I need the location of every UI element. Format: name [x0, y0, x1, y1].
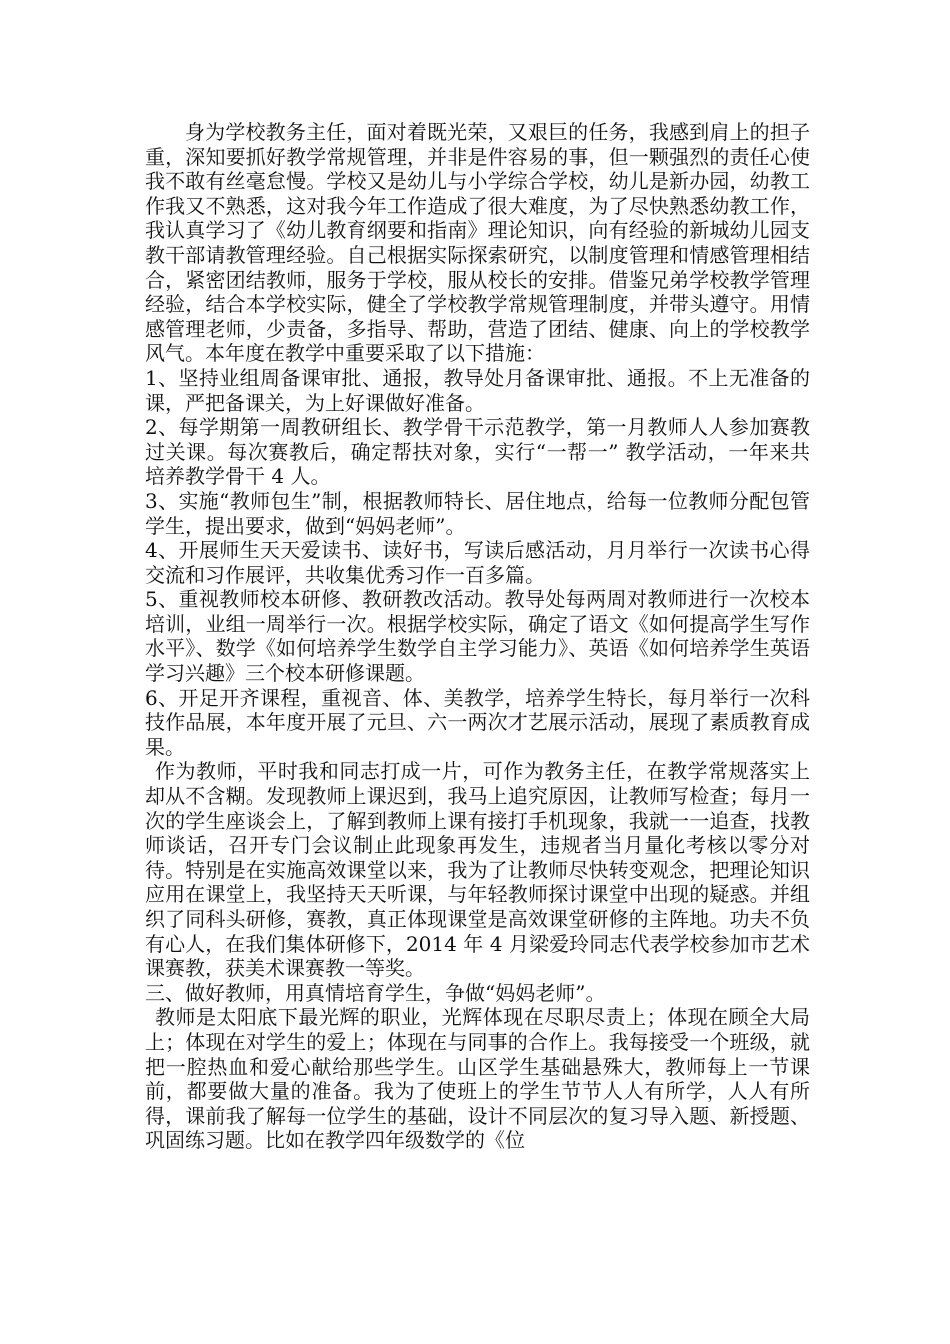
teacher-love-paragraph: 教师是太阳底下最光辉的职业，光辉体现在尽职尽责上；体现在顾全大局上；体现在对学生的爱上；体现在与同事的合作上。我每接受一个班级，就把一腔热血和爱心献给那些学生。山区学生基础悬殊大，教师每上一节课前，都要做大量的准备。我为了使班上的学生节节人人有所学，人人有所得，课前我了解每一位学生的基础，设计不同层次的复习导入题、新授题、巩固练习题。比如在教学四年级数学的《位 [145, 1005, 810, 1153]
measure-item-5: 5、重视教师校本研修、教研教改活动。教导处每两周对教师进行一次校本培训，业组一周举行一次。根据学校实际，确定了语文《如何提高学生写作水平》、数学《如何培养学生数学自主学习能力》、英语《如何培养学生英语学习兴趣》三个校本研修课题。 [145, 587, 810, 686]
measure-item-2: 2、每学期第一周教研组长、教学骨干示范教学，第一月教师人人参加赛教过关课。每次赛教后，确定帮扶对象，实行“一帮一” 教学活动，一年来共培养教学骨干 4 人。 [145, 415, 810, 489]
measure-item-3: 3、实施“教师包生”制，根据教师特长、居住地点，给每一位教师分配包管学生，提出要求，做到“妈妈老师”。 [145, 488, 810, 538]
teacher-role-paragraph: 作为教师，平时我和同志打成一片，可作为教务主任，在教学常规落实上却从不含糊。发现教师上课迟到，我马上追究原因，让教师写检查；每月一次的学生座谈会上，了解到教师上课有接打手机现象，我就一一追查，找教师谈话，召开专门会议制止此现象再发生，违规者当月量化考核以零分对待。特别是在实施高效课堂以来，我为了让教师尽快转变观念，把理论知识应用在课堂上，我坚持天天听课，与年轻教师探讨课堂中出现的疑惑。并组织了同科头研修，赛教，真正体现课堂是高效课堂研修的主阵地。功夫不负有心人，在我们集体研修下，2014 年 4 月梁爱玲同志代表学校参加市艺术课赛教，获美术课赛教一等奖。 [145, 759, 810, 981]
measure-item-6: 6、开足开齐课程，重视音、体、美教学，培养学生特长，每月举行一次科技作品展，本年度开展了元旦、六一两次才艺展示活动，展现了素质教育成果。 [145, 685, 810, 759]
measure-item-4: 4、开展师生天天爱读书、读好书，写读后感活动，月月举行一次读书心得交流和习作展评，共收集优秀习作一百多篇。 [145, 538, 810, 587]
intro-paragraph: 身为学校教务主任，面对着既光荣，又艰巨的任务，我感到肩上的担子重，深知要抓好教学常规管理，并非是件容易的事，但一颗强烈的责任心使我不敢有丝毫怠慢。学校又是幼儿与小学综合学校，幼儿是新办园，幼教工作我又不熟悉，这对我今年工作造成了很大难度，为了尽快熟悉幼教工作，我认真学习了《幼儿教育纲要和指南》理论知识，向有经验的新城幼儿园支教干部请教管理经验。自己根据实际探索研究，以制度管理和情感管理相结合，紧密团结教师，服务于学校，服从校长的安排。借鉴兄弟学校教学管理经验，结合本学校实际，健全了学校教学常规管理制度，并带头遵守。用情感管理老师，少责备，多指导、帮助，营造了团结、健康、向上的学校教学风气。本年度在教学中重要采取了以下措施： [145, 120, 810, 366]
section-heading-3: 三、做好教师，用真情培育学生，争做“妈妈老师”。 [145, 980, 606, 1005]
measure-item-1: 1、坚持业组周备课审批、通报，教导处月备课审批、通报。不上无准备的课，严把备课关，为上好课做好准备。 [145, 365, 810, 415]
document-page [145, 120, 810, 1153]
